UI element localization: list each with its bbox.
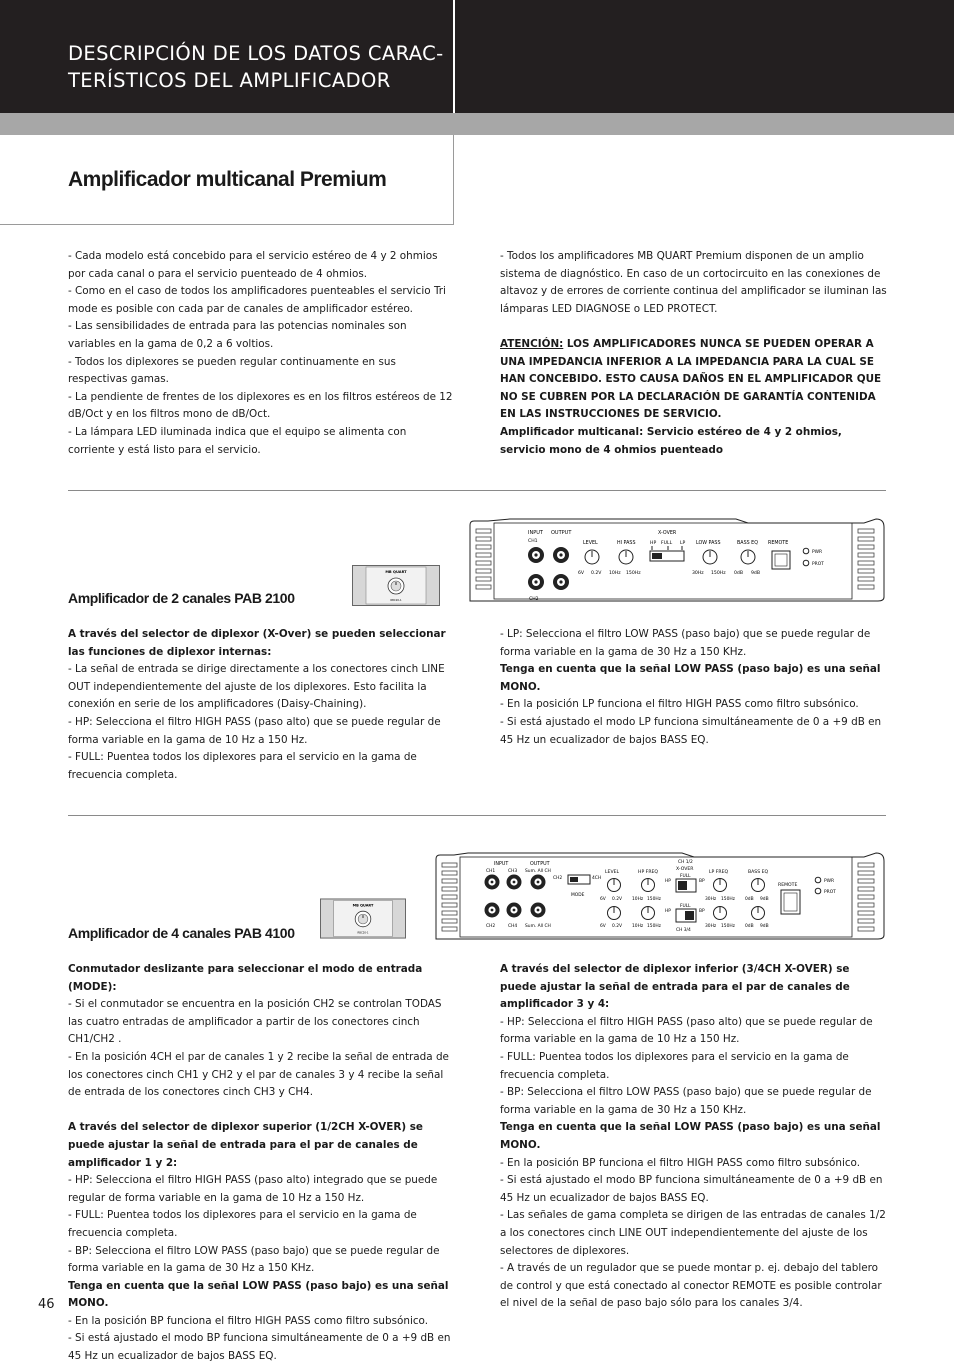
intro-paragraph: - La pendiente de frentes de los diplexores es en los filtros estéreos de 12 dB/Oct y en los filtros mono de dB/Oct. [68,390,453,421]
bp-label: BP [699,879,705,884]
pab2100-panel-diagram [466,517,886,603]
paragraph: - BP: Selecciona el filtro LOW PASS (paso bajo) que se puede regular de forma variable en la gama de 30 Hz a 150 KHz. [500,1086,872,1116]
xover-full: FULL [661,541,673,546]
mode-ch2-label: CH2 [553,876,563,881]
bass-eq-knob-lower [752,907,765,920]
level-knob [585,550,599,564]
level-knob-upper [608,879,621,892]
eq-max: 9dB [751,571,760,576]
paragraph: A través del selector de diplexor inferior (3/4CH X-OVER) se puede ajustar la señal de entrada para el par de canales de amplificador 3 y 4: [500,963,850,1011]
paragraph: - En la posición BP funciona el filtro HIGH PASS como filtro subsónico. [500,1156,861,1169]
paragraph: - HP: Selecciona el filtro HIGH PASS (paso alto) integrado que se puede regular de forma variable en la gama de 10 Hz a 150 Hz. [68,1174,438,1204]
bass-eq-label: BASS EQ [737,541,758,546]
input-label: INPUT [528,530,543,536]
remote-label: REMOTE [768,541,789,546]
divider-line [68,490,886,491]
bp-label: BP [699,909,705,914]
paragraph: Conmutador deslizante para seleccionar el modo de entrada (MODE): [68,963,423,993]
eq-max: 9dB [760,924,769,929]
ch34-label: CH 3/4 [676,928,691,933]
paragraph: A través del selector de diplexor superior (1/2CH X-OVER) se puede ajustar la señal de entrada para el par de canales de amplificador 1 y 2: [68,1121,423,1169]
lp-max: 150Hz [721,897,735,902]
lp-freq-knob-lower [714,907,727,920]
sum-all-ch-label: Sum. All CH [525,924,551,929]
sum-all-ch-label: Sum. All CH [525,869,551,874]
ch1-label: CH1 [486,869,496,874]
paragraph: - En la posición 4CH el par de canales 1 y 2 recibe la señal de entrada de los conectores cinch CH1 y CH2 y el par de canales 3 y 4 recibe la señal de entrada de los conectores cinch CH3 y CH4. [68,1050,449,1099]
intro-left-column [68,248,455,459]
paragraph: - FULL: Puentea todos los diplexores para el servicio en la gama de frecuencia completa. [68,751,417,781]
attention-text: LOS AMPLIFICADORES NUNCA SE PUEDEN OPERAR A UNA IMPEDANCIA INFERIOR A LA IMPEDANCIA PARA LA CUAL SE HAN CONCEBIDO. ESTO CAUSA DAÑOS EN EL AMPLIFICADOR QUE NO SE CUBREN POR LA DECLARACIÓN DE GARANTÍA CONTENIDA EN LAS INSTRUCCIONES DE SERVICIO. [500,337,882,421]
level-max: 0.2V [612,897,622,902]
lp-freq-knob-upper [714,879,727,892]
diagnosis-paragraph: - Todos los amplificadores MB QUART Premium disponen de un amplio sistema de diagnóstico. En caso de un cortocircuito en las conexiones de altavoz y de errores de corriente continua del amplificador se iluminan las lámparas LED DIAGNOSE o LED PROTECT. [500,250,887,315]
page-title: Amplificador multicanal Premium [68,168,387,191]
pwr-led [803,548,809,554]
level-label: LEVEL [583,541,598,546]
paragraph: - En la posición LP funciona el filtro HIGH PASS como filtro subsónico. [500,698,859,711]
xover-label: X-OVER [658,531,677,536]
pab4100-left-column [68,961,455,1366]
ch2-label: CH2 [486,924,496,929]
paragraph: - En la posición BP funciona el filtro HIGH PASS como filtro subsónico. [68,1314,429,1327]
mode-label: MODE [571,893,585,898]
header-bar [0,0,954,113]
pab2100-left-column [68,626,455,784]
paragraph: - FULL: Puentea todos los diplexores para el servicio en la gama de frecuencia completa. [68,1209,417,1239]
xover-lp: LP [680,541,686,546]
bass-eq-label: BASS EQ [748,870,769,875]
ch2-label: CH2 [529,597,539,602]
paragraph: - HP: Selecciona el filtro HIGH PASS (paso alto) que se puede regular de forma variable en la gama de 10 Hz a 150 Hz. [68,715,441,746]
section-title: DESCRIPCIÓN DE LOS DATOS CARAC- TERÍSTICOS DEL AMPLIFICADOR [68,42,444,92]
lp-min: 30Hz [692,571,704,576]
hp-min: 10Hz [609,571,621,576]
low-pass-knob [703,550,717,564]
xover-label: X-OVER [676,867,694,872]
prot-label: PROT [812,562,824,567]
prot-led [803,560,809,566]
lp-max: 150Hz [711,571,726,576]
remote-control-image [320,898,406,940]
hi-pass-label: HI PASS [617,541,636,546]
lp-max: 150Hz [721,924,735,929]
hp-max: 150Hz [647,924,661,929]
xover-hp: HP [650,541,657,546]
pab4100-heading: Amplificador de 4 canales PAB 4100 [68,925,295,941]
eq-min: 0dB [745,897,754,902]
grey-band [0,113,954,135]
hp-freq-knob-upper [642,879,655,892]
level-min: 6V [578,571,585,576]
mode-switch [568,875,590,884]
intro-paragraph: - Cada modelo está concebido para el servicio estéreo de 4 y 2 ohmios por cada canal o para el servicio puenteado de 4 ohmios. [68,250,438,280]
paragraph: - Si está ajustado el modo BP funciona simultáneamente de 0 a +9 dB en 45 Hz un ecualizador de bajos BASS EQ. [500,1174,883,1204]
level-max: 0.2V [591,571,602,576]
paragraph: - BP: Selecciona el filtro LOW PASS (paso bajo) que se puede regular de forma variable en la gama de 30 Hz a 150 KHz. [68,1244,440,1275]
output-label: OUTPUT [551,530,572,536]
pab2100-right-column [500,626,887,749]
level-knob-lower [608,907,621,920]
level-min: 6V [600,924,606,929]
pwr-led [815,877,821,883]
intro-paragraph: - Como en el caso de todos los amplificadores puenteables el servicio Tri mode es posible con cada par de canales de amplificador estéreo. [68,285,446,315]
divider-line [68,815,886,816]
lp-min: 30Hz [705,897,717,902]
pab2100-heading: Amplificador de 2 canales PAB 2100 [68,590,295,606]
header-divider [453,0,455,113]
pwr-label: PWR [812,550,823,555]
pab4100-right-column [500,961,887,1313]
full-label: FULL [680,874,691,879]
ch3-label: CH3 [508,869,518,874]
intro-paragraph: - La lámpara LED iluminada indica que el equipo se alimenta con corriente y está listo para el servicio. [68,425,407,456]
prot-label: PROT [824,890,836,895]
mode-4ch-label: 4CH [592,876,602,881]
paragraph: - Si está ajustado el modo BP funciona simultáneamente de 0 a +9 dB en 45 Hz un ecualizador de bajos BASS EQ. [68,1332,451,1363]
eq-max: 9dB [760,897,769,902]
level-max: 0.2V [612,924,622,929]
paragraph: - FULL: Puentea todos los diplexores para el servicio en la gama de frecuencia completa. [500,1050,849,1081]
eq-min: 0dB [734,571,743,576]
input-label: INPUT [494,862,509,867]
intro-paragraph: - Todos los diplexores se pueden regular continuamente en sus respectivas gamas. [68,355,396,386]
hp-label: HP [665,909,671,914]
paragraph: Tenga en cuenta que la señal LOW PASS (paso bajo) es una señal MONO. [500,1121,881,1151]
remote-port [781,890,800,914]
eq-min: 0dB [745,924,754,929]
pwr-label: PWR [824,879,835,884]
remote-brand: MB QUART [352,903,374,908]
low-pass-label: LOW PASS [696,541,721,546]
ch1-label: CH1 [528,539,538,544]
bass-eq-knob-upper [752,879,765,892]
attention-label: ATENCIÓN: [500,337,564,350]
spacer [68,1102,455,1120]
hi-pass-knob [619,550,633,564]
page-number: 46 [38,1297,55,1312]
pab4100-panel-diagram [432,851,886,941]
paragraph: - Si el conmutador se encuentra en la posición CH2 se controlan TODAS las cuatro entradas de amplificador a partir de los conectores cinch CH1/CH2 . [68,998,442,1046]
intro-right-column [500,248,887,459]
ch4-label: CH4 [508,924,518,929]
bass-eq-knob [741,550,755,564]
paragraph: - LP: Selecciona el filtro LOW PASS (paso bajo) que se puede regular de forma variable en la gama de 30 Hz a 150 KHz. [500,628,871,658]
remote-model: RBC20-1 [357,931,369,935]
paragraph: Tenga en cuenta que la señal LOW PASS (paso bajo) es una señal MONO. [68,1279,449,1310]
ch12-label: CH 1/2 [678,860,693,865]
level-label: LEVEL [605,870,620,875]
prot-led [815,888,821,894]
hp-max: 150Hz [626,571,641,576]
lp-min: 30Hz [705,924,717,929]
paragraph: A través del selector de diplexor (X-Over) se pueden seleccionar las funciones de diplexor internas: [68,628,446,658]
remote-port [772,551,790,569]
paragraph: - Si está ajustado el modo LP funciona simultáneamente de 0 a +9 dB en 45 Hz un ecualizador de bajos BASS EQ. [500,715,882,746]
hp-max: 150Hz [647,897,661,902]
paragraph: - La señal de entrada se dirige directamente a los conectores cinch LINE OUT independientemente del ajuste de los diplexores. Esto facilita la conexión en serie de los amplificadores (Daisy-Chaining). [68,663,445,711]
lp-freq-label: LP FREQ [709,870,729,875]
intro-paragraph: - Las sensibilidades de entrada para las potencias nominales son variables en la gama de 0,2 a 6 voltios. [68,320,407,350]
full-label: FULL [680,904,691,909]
remote-label: REMOTE [778,883,798,888]
hp-freq-label: HP FREQ [638,870,659,875]
paragraph: - HP: Selecciona el filtro HIGH PASS (paso alto) que se puede regular de forma variable en la gama de 10 Hz a 150 Hz. [500,1015,873,1046]
paragraph: Tenga en cuenta que la señal LOW PASS (paso bajo) es una señal MONO. [500,663,881,693]
hp-min: 10Hz [632,924,644,929]
xover-switch-lower [676,909,696,922]
hp-label: HP [665,879,671,884]
xover-switch-upper [676,879,696,892]
attention-paragraph [500,336,887,424]
remote-control-image [352,565,440,607]
multichannel-note: Amplificador multicanal: Servicio estéreo de 4 y 2 ohmios, servicio mono de 4 ohmios puenteado [500,425,842,456]
level-min: 6V [600,897,606,902]
remote-model: RBC20-1 [390,599,402,602]
hp-freq-knob-lower [642,907,655,920]
paragraph: - A través de un regulador que se puede montar p. ej. debajo del tablero de control y que está conectado al conector REMOTE es posible controlar el nivel de la señal de paso bajo sólo para los canales 3/4. [500,1262,882,1310]
remote-brand: MB QUART [385,570,407,574]
hp-min: 10Hz [632,897,644,902]
paragraph: - Las señales de gama completa se dirigen de las entradas de canales 1/2 a los conectores cinch LINE OUT independientemente del ajuste de los selectores de diplexores. [500,1209,886,1257]
output-label: OUTPUT [530,862,550,867]
